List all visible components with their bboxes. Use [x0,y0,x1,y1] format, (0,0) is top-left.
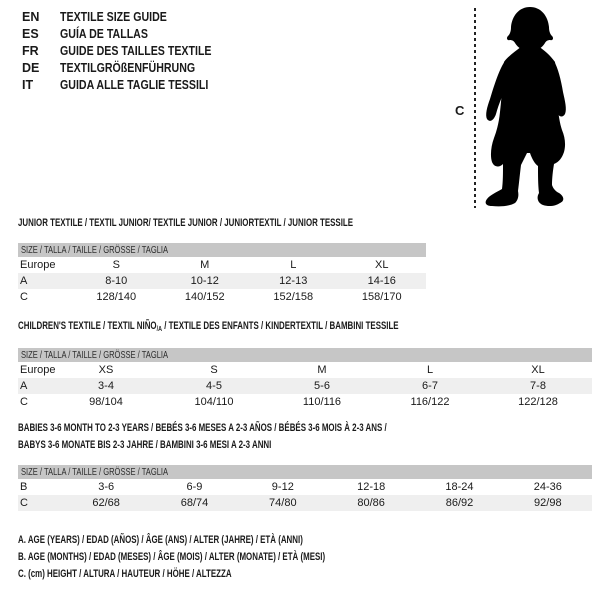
junior-size-table [18,243,426,305]
legend-line-c [18,566,445,583]
size-cell: 86/92 [445,497,474,509]
language-row [22,26,238,43]
size-cell: 152/158 [273,291,314,303]
legend-text: C. (cm) HEIGHT / ALTURA / HAUTEUR / HÖHE / ALTEZZA [18,568,232,580]
size-header-label: SIZE / TALLA / TAILLE / GRÖSSE / TAGLIA [21,466,169,478]
language-code: EN [22,10,40,24]
section-title-junior [18,215,483,232]
row-label: A [20,380,28,392]
row-label: B [20,481,28,493]
row-label: C [20,396,28,408]
section-title-text: JUNIOR TEXTILE / TEXTIL JUNIOR/ TEXTILE JUNIOR / JUNIORTEXTIL / JUNIOR TESSILE [18,217,354,229]
size-header-bar [18,243,426,257]
language-list [22,9,238,94]
language-code: IT [22,78,34,92]
table-row [18,479,592,495]
language-row [22,77,238,94]
size-cell: 74/80 [269,497,297,509]
height-dotted-line [474,8,476,208]
title-subscript: /A [156,324,162,333]
size-cell: 158/170 [361,291,402,303]
size-cell: 7-8 [530,380,546,392]
title-part: CHILDREN'S TEXTILE / TEXTIL NIÑO [18,320,157,332]
legend-text: B. AGE (MONTHS) / EDAD (MESES) / ÂGE (MOIS) / ALTER (MONATE) / ETÀ (MESI) [18,551,326,563]
size-cell: M [200,259,210,271]
size-cell: 92/98 [534,497,562,509]
table-row [18,394,592,410]
size-header-label: SIZE / TALLA / TAILLE / GRÖSSE / TAGLIA [21,349,169,361]
table-row [18,378,592,394]
size-header-bar [18,465,592,479]
size-cell: 18-24 [445,481,474,493]
size-cell: L [426,364,434,376]
table-row [18,362,592,378]
table-row [18,257,426,273]
size-cell: L [290,259,297,271]
size-cell: 9-12 [271,481,294,493]
section-title-text: BABYS 3-6 MONATE BIS 2-3 JAHRE / BAMBINI 3-6 MESI A 2-3 ANNI [18,439,272,451]
language-label: TEXTILE SIZE GUIDE [60,10,167,24]
language-label: GUÍA DE TALLAS [60,27,148,41]
size-cell: 128/140 [96,291,137,303]
row-label: Europe [20,259,56,271]
size-cell: M [317,364,327,376]
row-label: C [20,497,28,509]
size-cell: 8-10 [105,275,128,287]
size-cell: 68/74 [180,497,209,509]
size-cell: 24-36 [533,481,562,493]
language-row [22,60,238,77]
language-row [22,9,238,26]
language-label: TEXTILGRÖßENFÜHRUNG [60,61,196,75]
size-cell: S [210,364,218,376]
section-title-text [18,318,399,337]
size-cell: 110/116 [302,396,342,408]
table-row [18,289,426,305]
size-cell: 6-9 [186,481,203,493]
size-header-label: SIZE / TALLA / TAILLE / GRÖSSE / TAGLIA [21,244,169,256]
row-label: Europe [20,364,56,376]
size-cell: 12-18 [357,481,386,493]
legend-text: A. AGE (YEARS) / EDAD (AÑOS) / ÂGE (ANS) / ALTER (JAHRE) / ETÀ (ANNI) [18,534,303,546]
size-cell: XL [531,364,545,376]
row-label: A [20,275,28,287]
size-cell: 140/152 [184,291,225,303]
size-cell: XL [375,259,389,271]
measure-legend [18,532,445,583]
size-header-bar [18,348,592,362]
size-cell: 12-13 [279,275,308,287]
language-code: ES [22,27,39,41]
section-title-children [18,318,547,337]
size-cell: 62/68 [92,497,120,509]
size-cell: 6-7 [422,380,438,392]
language-label: GUIDE DES TAILLES TEXTILE [60,44,212,58]
size-cell: XS [98,364,114,376]
size-cell: 122/128 [518,396,558,408]
size-cell: 3-6 [98,481,115,493]
table-row [18,273,426,289]
size-cell: 14-16 [367,275,396,287]
size-cell: 3-4 [98,380,114,392]
size-cell: S [112,259,120,271]
size-cell: 10-12 [190,275,219,287]
table-row [18,495,592,511]
title-part: / TEXTILE DES ENFANTS / KINDERTEXTIL / BAMBINI TESSILE [161,320,399,332]
legend-line-b [18,549,445,566]
height-measure-label: C [455,103,465,118]
size-cell: 116/122 [410,396,450,408]
size-cell: 80/86 [357,497,385,509]
children-size-table [18,348,592,410]
row-label: C [20,291,28,303]
size-cell: 98/104 [89,396,123,408]
babies-size-table [18,465,592,511]
language-row [22,43,238,60]
size-cell: 5-6 [314,380,330,392]
toddler-silhouette-icon [478,4,584,208]
size-cell: 4-5 [206,380,222,392]
section-title-text: BABIES 3-6 MONTH TO 2-3 YEARS / BEBÉS 3-6 MESES A 2-3 AÑOS / BÉBÉS 3-6 MOIS À 2-3 ANS / [18,422,387,434]
legend-line-a [18,532,445,549]
language-code: DE [22,61,40,75]
size-cell: 104/110 [194,396,234,408]
language-label: GUIDA ALLE TAGLIE TESSILI [60,78,209,92]
language-code: FR [22,44,39,58]
section-title-babies [18,420,530,454]
